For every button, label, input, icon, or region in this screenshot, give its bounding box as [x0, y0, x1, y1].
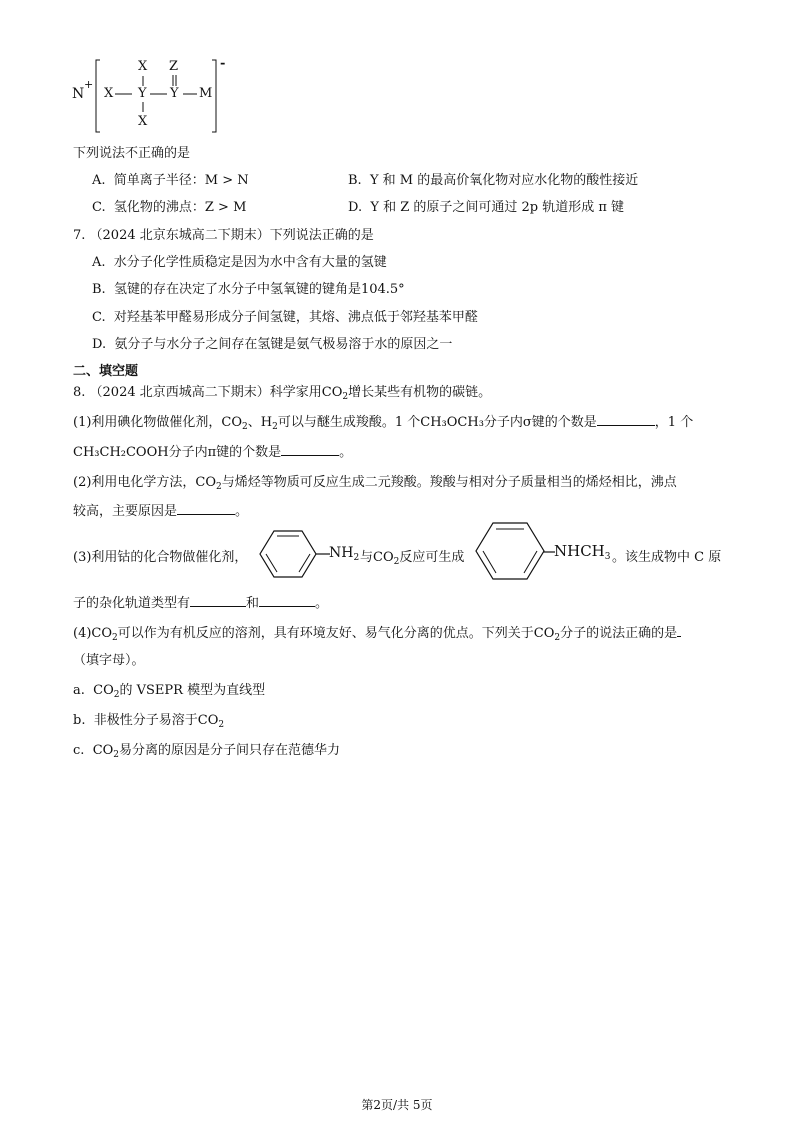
option-text: 对羟基苯甲醛易形成分子间氢键，其熔、沸点低于邻羟基苯甲醛 — [113, 310, 478, 325]
p1-text-b: 、 — [247, 415, 261, 430]
option-text: 简单离子半径：M > N — [113, 173, 249, 188]
page-footer: 第2页/共 5页 — [361, 1098, 433, 1112]
formula-text: CO — [321, 385, 343, 400]
formula-text: CO — [221, 415, 243, 430]
option-text: 易分离的原因是分子间只存在范德华力 — [119, 743, 341, 758]
q7-option-d — [92, 333, 452, 352]
q7-stem: 7. （2024 北京东城高二下期末）下列说法正确的是 — [73, 228, 374, 243]
anion-charge: - — [220, 56, 226, 71]
co2-formula — [91, 626, 117, 641]
atom-m: M — [199, 86, 213, 101]
p4-text-c: 分子的说法正确的是 — [560, 626, 678, 641]
atom-x-top: X — [138, 59, 148, 74]
formula-sub: 2 — [216, 482, 222, 492]
h2-formula — [261, 415, 278, 430]
answer-blank-5[interactable] — [259, 595, 315, 607]
formula-sub-3: 3 — [604, 552, 611, 562]
formula-sub: 2 — [272, 422, 278, 432]
formula-text: CO — [197, 713, 219, 728]
p1-text-g: 。 — [339, 445, 353, 460]
co2-formula — [221, 415, 247, 430]
cation-symbol: N — [72, 86, 85, 102]
q8-part1-line1 — [73, 411, 693, 432]
option-text: Y 和 M 的最高价氧化物对应水化物的酸性接近 — [369, 173, 639, 188]
p2-text-a: (2)利用电化学方法， — [73, 475, 196, 490]
answer-blank-6[interactable] — [677, 625, 681, 637]
p1-text-d: 分子内σ键的个数是 — [483, 415, 597, 430]
p1-text-e: ，1 个 — [654, 415, 694, 430]
co2-formula — [534, 626, 560, 641]
option-text: 水分子化学性质稳定是因为水中含有大量的氢键 — [113, 255, 387, 270]
q8-part4-line1 — [73, 622, 681, 643]
atom-y2: Y — [170, 86, 179, 101]
option-label: a. — [73, 683, 85, 698]
co2-formula — [93, 683, 119, 698]
formula-sub: 2 — [113, 690, 120, 700]
option-label: b. — [73, 713, 86, 728]
option-text: 氢键的存在决定了水分子中氢氧键的键角是104.5° — [113, 282, 405, 297]
p3-text-b: 与 — [360, 550, 374, 565]
formula-sub: 2 — [112, 633, 118, 643]
option-label: B. — [92, 282, 106, 297]
formula-sub: 2 — [554, 633, 561, 643]
option-label: B. — [348, 173, 362, 188]
q8-part4-line2: （填字母）。 — [73, 653, 145, 668]
q8-part1-line2 — [73, 441, 352, 460]
option-text: 非极性分子易溶于 — [93, 713, 198, 728]
amine-nhch3-group — [554, 542, 611, 562]
p3-text-a: (3)利用钴的化合物做催化剂， — [73, 550, 248, 565]
p3-text-c: 反应可生成 — [399, 550, 465, 565]
cation-charge: + — [84, 78, 94, 91]
answer-blank-2[interactable] — [281, 444, 339, 456]
q7-option-c — [92, 306, 478, 325]
option-label: A. — [92, 173, 106, 188]
formula-sub: 2 — [342, 392, 349, 402]
ether-formula: CH₃OCH₃ — [420, 415, 484, 430]
option-text: Y 和 Z 的原子之间可通过 2p 轨道形成 π 键 — [370, 200, 625, 215]
p4-text-a: (4) — [73, 626, 92, 641]
q6-option-b — [348, 169, 638, 188]
p1-text-c: 可以与醚生成羧酸。1 个 — [277, 415, 421, 430]
q8-option-c — [73, 739, 340, 760]
ionic-structure — [70, 56, 250, 138]
option-label: C. — [92, 200, 106, 215]
q8-option-a — [73, 679, 265, 700]
p2-text-c: 较高，主要原因是 — [73, 504, 178, 519]
benzene-ring-2 — [474, 520, 550, 582]
q8-stem-post: 增长某些有机物的碳链。 — [348, 385, 492, 400]
co2-formula — [373, 550, 399, 565]
p2-text-d: 。 — [235, 504, 249, 519]
formula-text: CO — [92, 743, 114, 758]
p1-text-a: (1)利用碘化物做催化剂， — [73, 415, 222, 430]
formula-text: CO — [195, 475, 217, 490]
q6-stem: 下列说法不正确的是 — [73, 146, 191, 161]
q8-option-b — [73, 709, 224, 730]
amine-nh2-group — [329, 545, 359, 563]
formula-text: CO — [533, 626, 555, 641]
answer-blank-4[interactable] — [190, 595, 246, 607]
q8-part2-line2 — [73, 500, 248, 519]
p1-text-f: 分子内π键的个数是 — [168, 445, 282, 460]
co2-formula — [195, 475, 221, 490]
formula-text: NH — [329, 545, 354, 561]
option-label: C. — [92, 310, 106, 325]
formula-text: CO — [91, 626, 113, 641]
q8-stem — [73, 381, 491, 402]
p3-text-d: 。该生成物中 C 原 — [612, 550, 722, 565]
option-label: D. — [92, 337, 107, 352]
formula-text: NHCH — [554, 542, 605, 560]
formula-text: H — [260, 415, 273, 430]
q8-stem-pre: 8. （2024 北京西城高二下期末）科学家用 — [73, 385, 322, 400]
co2-formula — [93, 743, 119, 758]
q8-part3-line2 — [73, 592, 328, 611]
q6-option-c — [92, 196, 246, 215]
atom-z-top: Z — [169, 59, 179, 74]
q6-option-a — [92, 169, 249, 188]
benzene-ring-1 — [258, 528, 322, 580]
q6-option-d — [348, 196, 624, 215]
section-title: 二、填空题 — [73, 364, 139, 379]
atom-x-bottom: X — [138, 114, 148, 129]
acid-formula: CH₃CH₂COOH — [73, 445, 169, 460]
q8-part2-line1 — [73, 471, 677, 492]
answer-blank-3[interactable] — [177, 503, 235, 515]
atom-y1: Y — [138, 86, 147, 101]
answer-blank-1[interactable] — [597, 414, 655, 426]
q7-option-b — [92, 278, 405, 297]
atom-x-left: X — [104, 86, 114, 101]
formula-sub: 2 — [242, 422, 248, 432]
option-label: c. — [73, 743, 85, 758]
formula-text: CO — [373, 550, 394, 565]
option-label: A. — [92, 255, 106, 270]
p3-text-f: 和 — [246, 596, 260, 611]
option-text: 的 VSEPR 模型为直线型 — [119, 683, 266, 698]
formula-sub: 2 — [113, 750, 120, 760]
p3-text-g: 。 — [315, 596, 329, 611]
q7-option-a — [92, 251, 387, 270]
p2-text-b: 与烯烃等物质可反应生成二元羧酸。羧酸与相对分子质量相当的烯烃相比，沸点 — [221, 475, 677, 490]
option-text: 氢化物的沸点：Z > M — [113, 200, 247, 215]
option-text: 氨分子与水分子之间存在氢键是氨气极易溶于水的原因之一 — [114, 337, 453, 352]
formula-sub: 2 — [353, 553, 360, 563]
formula-sub: 2 — [218, 720, 225, 730]
bond-line-1 — [316, 552, 330, 556]
p3-text-b-c — [360, 546, 464, 567]
co2-formula — [198, 713, 224, 728]
formula-text: CO — [93, 683, 114, 698]
p3-text-e: 子的杂化轨道类型有 — [73, 596, 191, 611]
co2-formula — [322, 385, 348, 400]
p4-text-b: 可以作为有机反应的溶剂，具有环境友好、易气化分离的优点。下列关于 — [117, 626, 534, 641]
formula-sub: 2 — [393, 557, 400, 567]
option-label: D. — [348, 200, 363, 215]
